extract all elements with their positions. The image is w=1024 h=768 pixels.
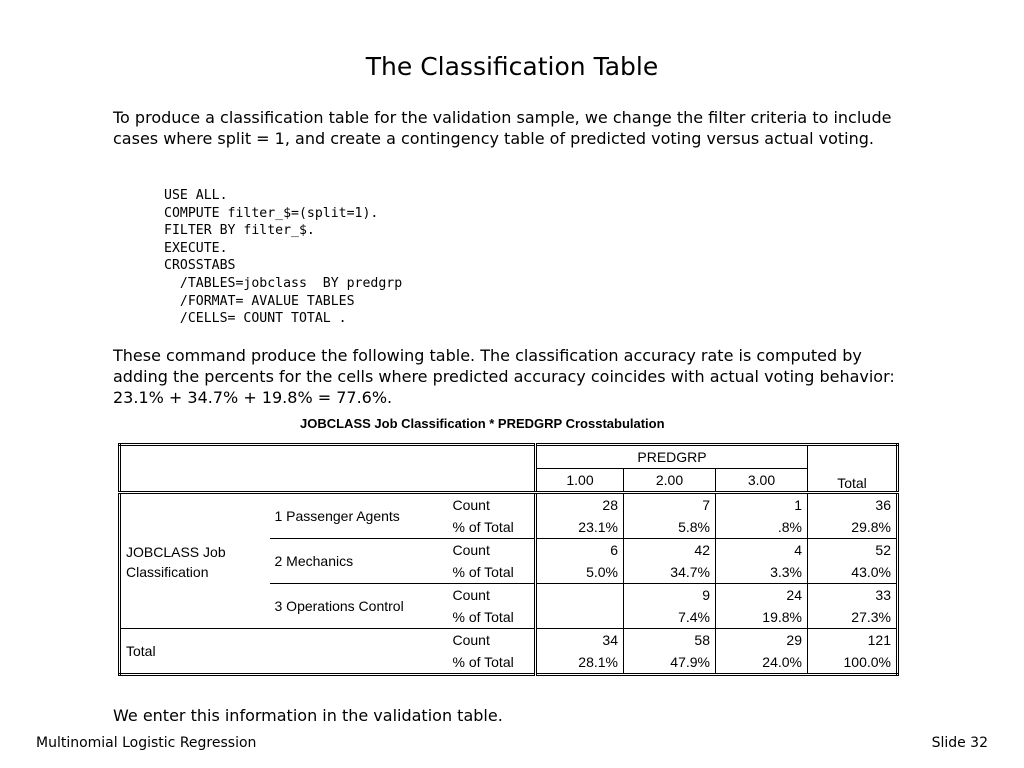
code-line: USE ALL.: [164, 188, 228, 203]
cell-value: 29.8%: [808, 516, 898, 539]
stat-label: Count: [448, 539, 536, 562]
code-line: FILTER BY filter_$.: [164, 223, 315, 239]
cell-value: 3.3%: [716, 561, 808, 584]
col-header: 1.00: [536, 469, 624, 493]
table-row: [120, 493, 898, 517]
col-header: 2.00: [624, 469, 716, 493]
cell-value: 47.9%: [624, 651, 716, 675]
col-group-header: PREDGRP: [536, 445, 808, 469]
cell-value: 5.0%: [536, 561, 624, 584]
spss-syntax-block: [164, 187, 402, 328]
cell-value: 7.4%: [624, 606, 716, 629]
cell-value: 58: [624, 629, 716, 652]
col-header: 3.00: [716, 469, 808, 493]
row-category-label: 3 Operations Control: [270, 584, 448, 629]
code-line: /CELLS= COUNT TOTAL .: [164, 311, 347, 327]
cell-value: 24.0%: [716, 651, 808, 675]
stat-label: Count: [448, 584, 536, 607]
total-row-label: Total: [120, 629, 448, 675]
closing-paragraph: We enter this information in the validation table.: [113, 706, 503, 725]
cell-value: 28: [536, 493, 624, 517]
cell-value: [536, 606, 624, 629]
cell-value: 34.7%: [624, 561, 716, 584]
cell-value: 42: [624, 539, 716, 562]
cell-value: 28.1%: [536, 651, 624, 675]
code-line: EXECUTE.: [164, 240, 228, 256]
cell-value: 36: [808, 493, 898, 517]
cell-value: 29: [716, 629, 808, 652]
row-category-label: 2 Mechanics: [270, 539, 448, 584]
crosstab-table: [118, 443, 899, 676]
crosstab-caption: JOBCLASS Job Classification * PREDGRP Crosstabulation: [300, 416, 665, 431]
cell-value: 7: [624, 493, 716, 517]
table-row-total: [120, 629, 898, 652]
stat-label: % of Total: [452, 564, 514, 580]
stat-label: % of Total: [452, 609, 514, 625]
cell-value: 4: [716, 539, 808, 562]
cell-value: 100.0%: [808, 651, 898, 675]
cell-value: 43.0%: [808, 561, 898, 584]
cell-value: 6: [536, 539, 624, 562]
row-category-label: 1 Passenger Agents: [274, 508, 400, 524]
cell-value: 1: [716, 493, 808, 517]
result-paragraph: These command produce the following table. The classification accuracy rate is computed by adding the percents for the cells where predicted accuracy coincides with actual voting behavior: 23.1% + 34.7% + 19.8% = 77.6%.: [113, 346, 895, 407]
cell-value: 23.1%: [536, 516, 624, 539]
stat-label: Count: [448, 629, 536, 652]
cell-value: .8%: [716, 516, 808, 539]
cell-value: 121: [808, 629, 898, 652]
cell-value: 27.3%: [808, 606, 898, 629]
slide-title: The Classification Table: [365, 52, 659, 81]
stat-label: Count: [452, 497, 490, 513]
cell-value: 34: [536, 629, 624, 652]
code-line: /FORMAT= AVALUE TABLES: [164, 293, 355, 309]
cell-value: 9: [624, 584, 716, 607]
cell-value: [536, 584, 624, 607]
footer-slide-number: Slide 32: [931, 735, 988, 751]
code-line: /TABLES=jobclass BY predgrp: [164, 275, 403, 291]
code-line: CROSSTABS: [164, 258, 236, 274]
footer-course-title: Multinomial Logistic Regression: [36, 735, 257, 751]
table-header-row: [120, 445, 898, 469]
stat-label: % of Total: [452, 519, 514, 535]
cell-value: 33: [808, 584, 898, 607]
cell-value: 5.8%: [624, 516, 716, 539]
code-line: COMPUTE filter_$=(split=1).: [164, 205, 379, 221]
cell-value: 19.8%: [716, 606, 808, 629]
cell-value: 24: [716, 584, 808, 607]
intro-paragraph: To produce a classification table for the validation sample, we change the filter criteria to include cases where split = 1, and create a contingency table of predicted voting versus actual voting.: [113, 108, 892, 148]
total-col-header: Total: [808, 445, 898, 493]
row-variable-label: JOBCLASS Job Classification: [126, 544, 226, 580]
cell-value: 52: [808, 539, 898, 562]
stat-label: % of Total: [452, 654, 514, 670]
